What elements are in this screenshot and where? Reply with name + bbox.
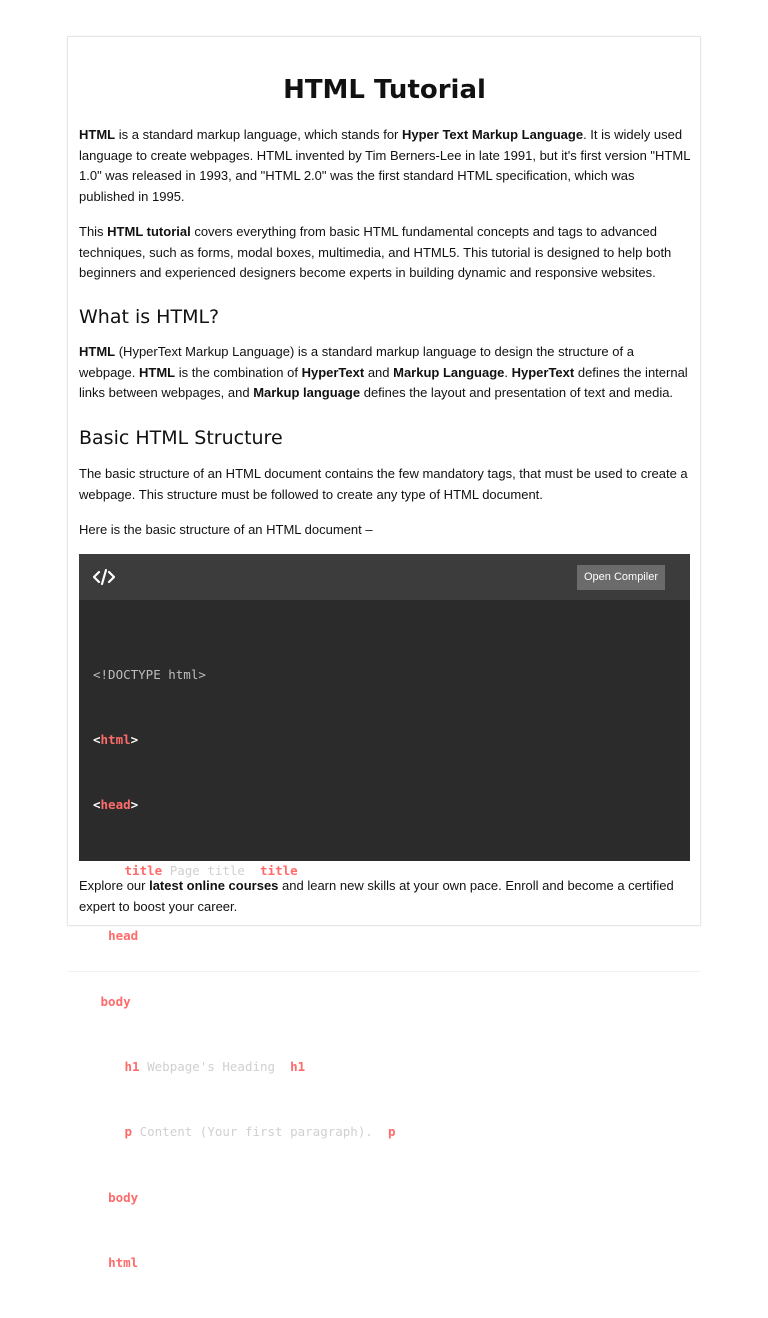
heading-basic-structure: Basic HTML Structure	[79, 427, 283, 449]
code-line-doctype: <!DOCTYPE html>	[93, 666, 206, 682]
code-line-html-open: <html>	[93, 731, 139, 747]
open-compiler-button[interactable]: Open Compiler	[577, 565, 665, 590]
code-line-body-close: </body>	[93, 1189, 146, 1205]
page-title: HTML Tutorial	[283, 75, 486, 105]
intro-paragraph-2: This HTML tutorial covers everything from basic HTML fundamental concepts and tags to advanced techniques, such as forms, modal boxes, multimedia, and HTML5. This tutorial is designed to help both beginners and experienced designers become experts in building dynamic and responsive websites.	[79, 224, 672, 280]
heading-what-is-html: What is HTML?	[79, 306, 220, 328]
article-card	[67, 36, 701, 1271]
code-line-h1: <h1>Webpage's Heading</h1>	[117, 1058, 313, 1074]
code-line-html-close: </html>	[93, 1255, 146, 1271]
code-line-title: <title>Page title</title>	[117, 862, 306, 878]
explore-paragraph: Explore our latest online courses and learn new skills at your own pace. Enroll and become a certified expert to boost your career.	[79, 878, 674, 914]
code-line-head-close: </head>	[93, 928, 146, 944]
code-block	[93, 620, 403, 1318]
intro-paragraph-1: HTML is a standard markup language, which stands for Hyper Text Markup Language. It is widely used language to create webpages. HTML invented by Tim Berners-Lee in late 1991, but it's first version "HTML 1.0" was released in 1993, and "HTML 2.0" was the first standard HTML specification, which was published in 1995.	[79, 127, 690, 204]
what-is-html-paragraph: HTML (HyperText Markup Language) is a standard markup language to design the structure of a webpage. HTML is the combination of HyperText and Markup Language. HyperText defines the internal links between webpages, and Markup language defines the layout and presentation of text and media.	[79, 344, 688, 400]
page-divider	[67, 971, 701, 972]
code-line-body-open: <body>	[93, 993, 139, 1009]
code-icon	[93, 568, 115, 586]
code-line-p: <p>Content (Your first paragraph).</p>	[117, 1124, 404, 1140]
code-line-head-open: <head>	[93, 797, 139, 813]
code-toolbar	[79, 554, 690, 600]
here-is-paragraph: Here is the basic structure of an HTML document –	[79, 522, 373, 537]
basic-structure-paragraph: The basic structure of an HTML document contains the few mandatory tags, that must be used to create a webpage. This structure must be followed to create any type of HTML document.	[79, 466, 688, 502]
